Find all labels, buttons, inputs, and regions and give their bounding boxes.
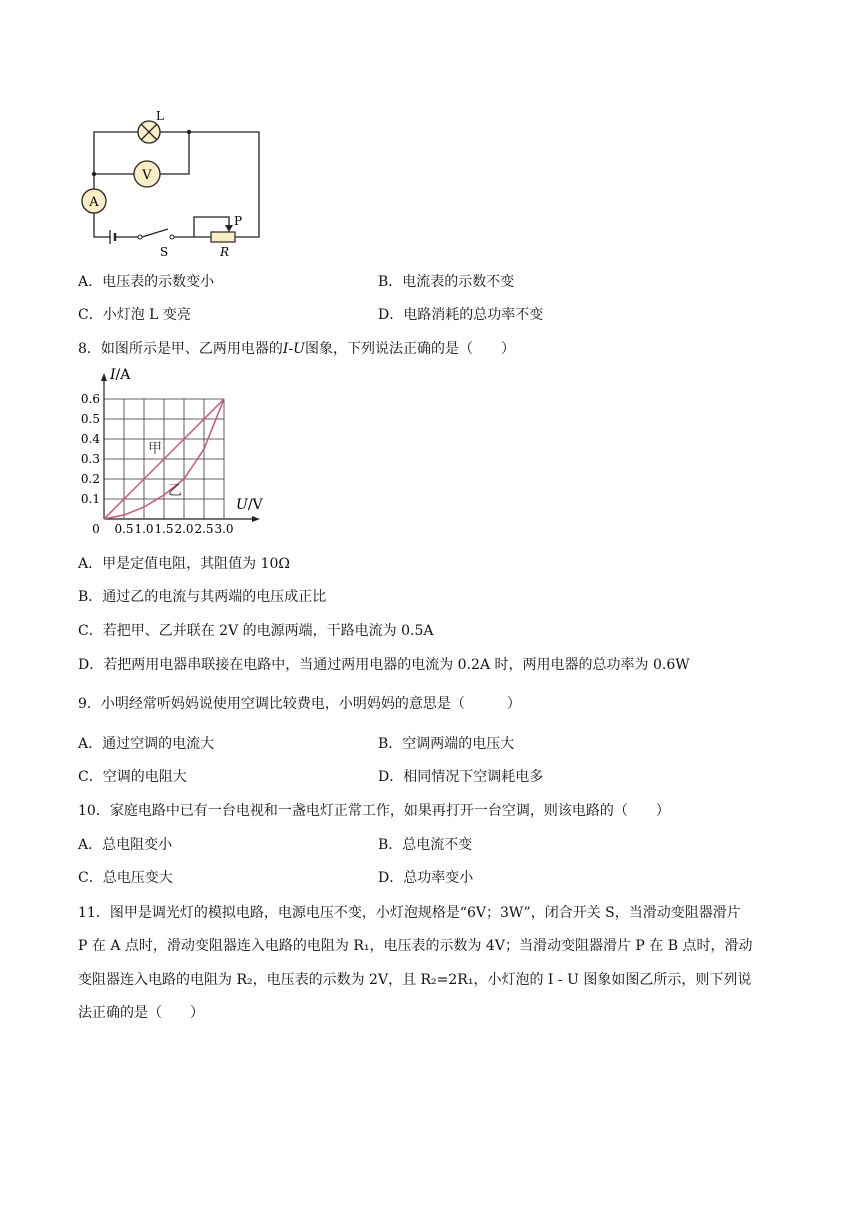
- q9-option-c: C．空调的电阻大: [78, 769, 187, 785]
- q10-option-b: B．总电流不变: [378, 837, 473, 853]
- q7-option-a: A．电压表的示数变小: [78, 274, 215, 290]
- x-axis-arrow: [252, 516, 260, 522]
- q9-stem: 9．小明经常听妈妈说使用空调比较费电，小明妈妈的意思是（ ）: [78, 696, 521, 712]
- y-axis-arrow: [101, 373, 107, 381]
- q10-option-a: A．总电阻变小: [78, 837, 173, 853]
- q10-option-d: D．总功率变小: [378, 870, 474, 886]
- q8-option-a: A．甲是定值电阻，其阻值为 10Ω: [78, 556, 290, 572]
- x-tick-label: 1.0: [134, 522, 154, 536]
- q8-stem: 8．如图所示是甲、乙两用电器的I-U图象，下列说法正确的是（ ）: [78, 341, 515, 357]
- q8-option-c: C．若把甲、乙并联在 2V 的电源两端，干路电流为 0.5A: [78, 623, 434, 639]
- x-tick-label: 1.5: [154, 522, 174, 536]
- rheostat-label: R: [220, 245, 230, 259]
- x-tick-label: 2.0: [174, 522, 194, 536]
- switch-label: S: [160, 245, 169, 259]
- q11-stem-line-2: P 在 A 点时，滑动变阻器连入电路的电阻为 R₁，电压表的示数为 4V；当滑动变阻器滑片 P 在 B 点时，滑动: [78, 938, 753, 954]
- x-axis-label: U/V: [236, 497, 263, 513]
- slider-label: P: [234, 214, 243, 228]
- q10-stem: 10．家庭电路中已有一台电视和一盏电灯正常工作，如果再打开一台空调，则该电路的（ ）: [78, 803, 670, 819]
- y-tick-label: 0.4: [80, 432, 100, 446]
- q9-option-b: B．空调两端的电压大: [378, 736, 515, 752]
- y-tick-label: 0.1: [80, 492, 100, 506]
- voltmeter-label: V: [142, 168, 152, 183]
- x-tick-label: 0.5: [114, 522, 134, 536]
- q10-option-c: C．总电压变大: [78, 870, 173, 886]
- ammeter-label: A: [89, 195, 99, 210]
- x-tick-label: 2.5: [194, 522, 214, 536]
- q11-stem-line-4: 法正确的是（ ）: [78, 1005, 204, 1021]
- q9-option-a: A．通过空调的电流大: [78, 736, 215, 752]
- q7-option-b: B．电流表的示数不变: [378, 274, 515, 290]
- lamp-label: L: [156, 109, 164, 123]
- iu-chart: [70, 364, 280, 540]
- x-tick-label: 3.0: [214, 522, 234, 536]
- q8-option-d: D．若把两用电器串联接在电路中，当通过两用电器的电流为 0.2A 时，两用电器的总功率为 0.6W: [78, 657, 690, 673]
- origin-label: 0: [92, 522, 100, 536]
- q7-option-d: D．电路消耗的总功率不变: [378, 307, 544, 323]
- y-tick-label: 0.2: [80, 472, 100, 486]
- y-axis-label: I/A: [110, 367, 131, 383]
- y-tick-label: 0.6: [80, 392, 100, 406]
- series-label-jia: 甲: [148, 441, 162, 457]
- circuit-diagram: [74, 104, 274, 264]
- q11-stem-line-1: 11．图甲是调光灯的模拟电路，电源电压不变，小灯泡规格是“6V；3W”，闭合开关 S，当滑动变阻器滑片: [78, 905, 741, 921]
- y-tick-label: 0.3: [80, 452, 100, 466]
- y-tick-label: 0.5: [80, 412, 100, 426]
- q11-stem-line-3: 变阻器连入电路的电阻为 R₂，电压表的示数为 2V，且 R₂=2R₁，小灯泡的 I - U 图象如图乙所示，则下列说: [78, 972, 752, 988]
- q9-option-d: D．相同情况下空调耗电多: [378, 769, 544, 785]
- lamp-symbol: [138, 121, 160, 143]
- series-label-yi: 乙: [168, 483, 182, 499]
- q8-option-b: B．通过乙的电流与其两端的电压成正比: [78, 589, 327, 605]
- q7-option-c: C．小灯泡 L 变亮: [78, 307, 191, 323]
